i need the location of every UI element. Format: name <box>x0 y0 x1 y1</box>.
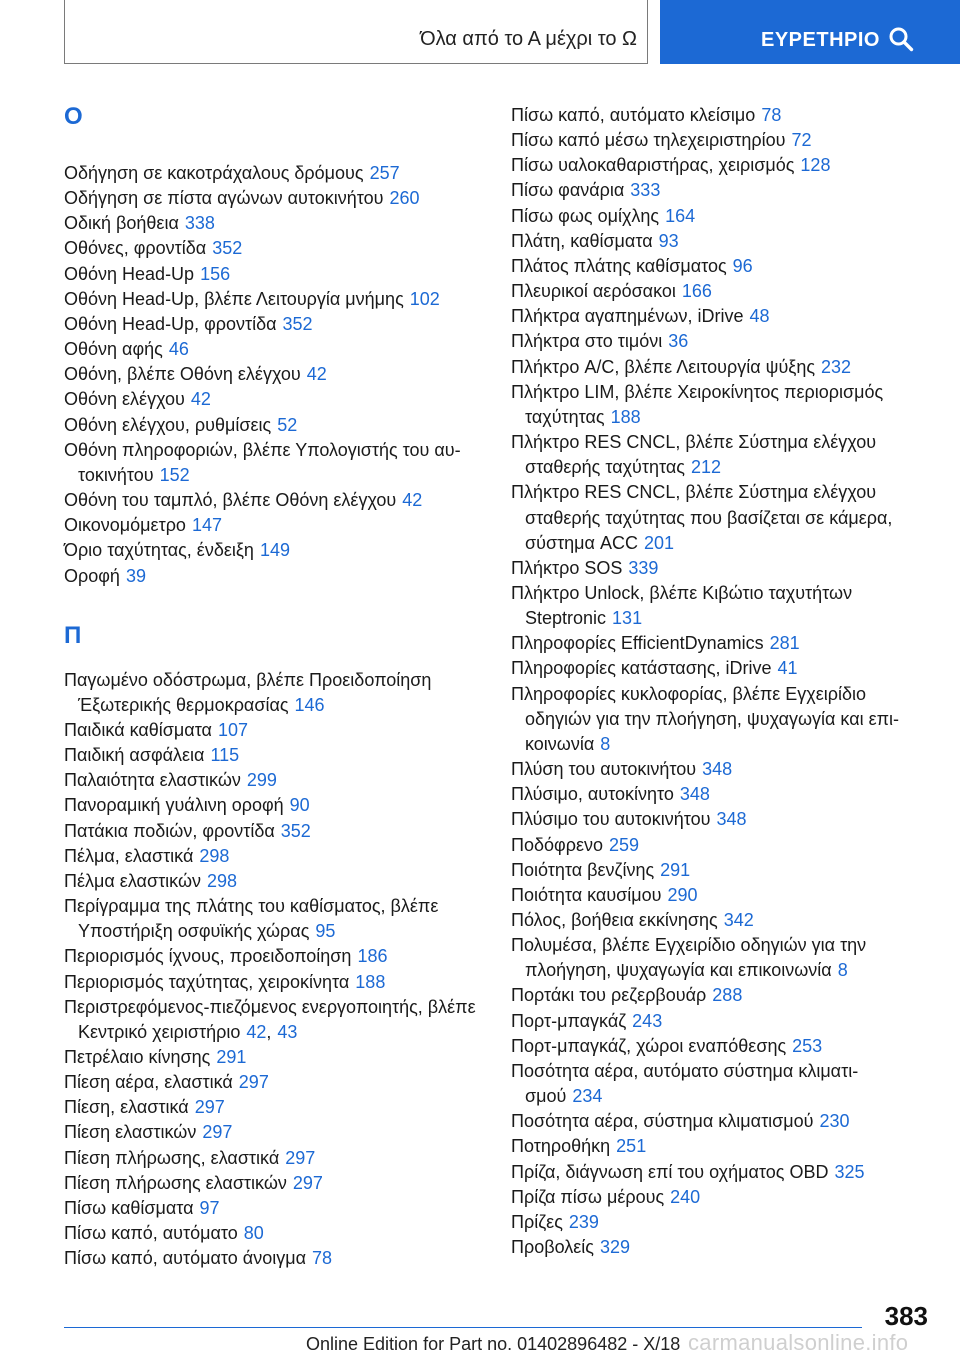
index-entry <box>64 1095 484 1120</box>
index-list-pi <box>64 668 484 1272</box>
index-entry <box>64 1045 484 1070</box>
page-link[interactable]: 42 <box>246 1021 267 1042</box>
page-link[interactable]: 78 <box>312 1248 333 1269</box>
index-entry <box>64 161 484 186</box>
index-entry <box>64 793 484 818</box>
page-link[interactable]: 115 <box>210 745 240 766</box>
index-entry-text: Πλήκτρο RES CNCL, βλέπε Σύστημα ελέγχου σταθερής ταχύτητας <box>511 432 877 478</box>
index-entry <box>64 538 484 563</box>
index-entry <box>64 1196 484 1221</box>
page-link[interactable]: 329 <box>599 1237 631 1258</box>
edition-note: Online Edition for Part no. 01402896482 - X/18 <box>306 1334 681 1354</box>
index-entry-text: Οθόνη αφής <box>64 339 163 360</box>
index-entry-text: Οδική βοήθεια <box>64 213 179 234</box>
index-entry-text: Πορτάκι του ρεζερβουάρ <box>511 985 707 1006</box>
index-entry <box>64 438 484 488</box>
page-link[interactable]: 234 <box>572 1086 603 1107</box>
index-entry-text: Πίσω υαλοκαθαριστήρας, χειρισμός <box>511 155 795 176</box>
index-entry-text: Ποιότητα καυσίμου <box>511 884 662 905</box>
page-link[interactable]: 131 <box>612 608 643 629</box>
index-entry-text: Οικονομόμετρο <box>64 515 186 536</box>
index-entry-text: Οδήγηση σε πίστα αγώνων αυτοκινήτου <box>64 188 384 209</box>
page-link[interactable]: 102 <box>409 288 440 309</box>
index-entry <box>64 362 484 387</box>
page-link[interactable]: 298 <box>199 845 230 866</box>
index-entry <box>511 128 931 153</box>
index-entry-text: Οθόνες, φροντίδα <box>64 238 207 259</box>
index-entry-text: Παλαιότητα ελαστικών <box>64 770 241 791</box>
page-link[interactable]: 297 <box>202 1122 233 1143</box>
page-link[interactable]: 147 <box>191 515 222 536</box>
index-entry <box>511 380 931 430</box>
page-link[interactable]: 80 <box>243 1223 264 1244</box>
index-entry <box>511 807 931 832</box>
page-link[interactable]: 281 <box>769 633 800 654</box>
index-entry-text: Οροφή <box>64 565 120 586</box>
index-entry <box>64 488 484 513</box>
page-link[interactable]: 188 <box>610 406 641 427</box>
page-link[interactable]: 212 <box>690 457 721 478</box>
index-entry <box>511 1059 931 1109</box>
page-link[interactable]: 257 <box>369 163 400 183</box>
index-entry-text: Προβολείς <box>511 1237 594 1258</box>
index-entry-text: Παγωμένο οδόστρωμα, βλέπε Προειδοποίηση Έξωτερικής θερμοκρασίας <box>64 669 432 715</box>
page-link[interactable]: 95 <box>315 921 336 942</box>
page-link[interactable]: 8 <box>837 960 848 981</box>
index-entry-text: Όριο ταχύτητας, ένδειξη <box>64 540 254 561</box>
index-entry-text: Πρίζα πίσω μέρους <box>511 1186 665 1207</box>
index-entry <box>511 556 931 581</box>
page-link[interactable]: 8 <box>600 733 611 754</box>
index-entry <box>511 355 931 380</box>
index-entry <box>64 413 484 438</box>
page-link[interactable]: 128 <box>800 155 831 176</box>
index-entry <box>64 337 484 362</box>
index-entry <box>64 1070 484 1095</box>
page-link[interactable]: 201 <box>643 532 675 553</box>
index-entry-text: Πλήκτρο SOS <box>511 557 623 578</box>
index-entry-text: Πολυμέσα, βλέπε Εγχειρίδιο οδηγιών για την πλοήγηση, ψυχαγωγία και επικοινωνία <box>511 935 867 981</box>
watermark: carmanualsonline.info <box>688 1330 909 1355</box>
index-entry-text: Πληροφορίες EfficientDynamics <box>511 633 764 654</box>
page-link[interactable]: 239 <box>568 1211 599 1232</box>
index-entry <box>511 1235 931 1260</box>
index-entry <box>64 564 484 589</box>
index-entry-text: Περιορισμός ίχνους, προειδοποίηση <box>64 946 352 967</box>
page-link[interactable]: 96 <box>732 255 753 276</box>
index-entry-text: Ποσότητα αέρα, αυτόματο σύστημα κλιματι-σμού <box>511 1060 859 1107</box>
index-entry-text: Πόλος, βοήθεια εκκίνησης <box>511 910 718 930</box>
chapter-title-box <box>64 0 648 64</box>
index-entry <box>64 1246 484 1271</box>
page-link[interactable]: 298 <box>207 870 238 891</box>
page-link[interactable]: 352 <box>282 313 313 334</box>
index-entry-text: Οθόνη του ταμπλό, βλέπε Οθόνη ελέγχου <box>64 490 397 511</box>
index-entry <box>511 1210 931 1235</box>
index-entry <box>511 1185 931 1210</box>
index-entry-text: Πετρέλαιο κίνησης <box>64 1047 211 1067</box>
index-entry <box>511 833 931 858</box>
index-entry <box>511 883 931 908</box>
index-entry <box>511 581 931 631</box>
index-entry-text: Πλήκτρο Unlock, βλέπε Κιβώτιο ταχυτήτων Steptronic <box>511 582 853 629</box>
index-entry-text: Οθόνη ελέγχου, ρυθμίσεις <box>64 414 272 435</box>
index-entry-text: Πρίζα, διάγνωση επί του οχήματος OBD <box>511 1161 829 1182</box>
index-entry <box>64 1171 484 1196</box>
page-link[interactable]: 297 <box>285 1147 316 1168</box>
index-entry <box>64 1221 484 1246</box>
index-entry <box>64 768 484 793</box>
index-entry <box>64 970 484 995</box>
page-link[interactable]: 297 <box>194 1097 225 1118</box>
index-entry-text: Πίσω καπό, αυτόματο άνοιγμα <box>64 1248 306 1269</box>
index-entry-text: Παιδικά καθίσματα <box>64 719 212 740</box>
index-entry <box>64 236 484 261</box>
page-link[interactable]: 39 <box>125 565 146 586</box>
index-entry <box>511 153 931 178</box>
index-tab-label: ΕΥΡΕΤΗΡΙΟ <box>761 29 880 51</box>
index-entry <box>511 682 931 757</box>
index-entry <box>511 1009 931 1034</box>
index-list-omicron <box>64 161 484 589</box>
index-entry-text: Πληροφορίες κυκλοφορίας, βλέπε Εγχειρίδιο οδηγιών για την πλοήγηση, ψυχαγωγία και επι-κοινωνία <box>511 683 900 754</box>
page-link[interactable]: 297 <box>238 1072 269 1093</box>
page-link[interactable]: 36 <box>668 331 689 352</box>
index-entry-text: Πίσω φως ομίχλης <box>511 205 660 226</box>
index-entry-text: Περίγραμμα της πλάτης του καθίσματος, βλέπε Υποστήριξη οσφυϊκής χώρας <box>64 896 439 942</box>
index-entry-text: Ποσότητα αέρα, σύστημα κλιματισμού <box>511 1111 814 1132</box>
index-entry <box>64 819 484 844</box>
index-entry <box>511 656 931 681</box>
index-entry <box>64 944 484 969</box>
page-link[interactable]: 72 <box>791 130 812 151</box>
index-entry-text: Πλύσιμο του αυτοκινήτου <box>511 809 711 830</box>
index-column-right <box>511 103 931 1260</box>
chapter-title: Όλα από το Α μέχρι το Ω <box>420 28 637 50</box>
index-entry-text: Πορτ-μπαγκάζ, χώροι εναπόθεσης <box>511 1035 787 1056</box>
index-entry <box>64 312 484 337</box>
index-entry <box>511 480 931 555</box>
page-number: 383 <box>884 1301 928 1331</box>
page-separator: , <box>266 1021 272 1042</box>
page-link[interactable]: 338 <box>184 213 215 234</box>
index-entry <box>64 743 484 768</box>
index-entry <box>511 304 931 329</box>
index-entry <box>511 1160 931 1185</box>
index-entry <box>64 262 484 287</box>
page-link[interactable]: 232 <box>821 356 852 377</box>
page-header <box>64 0 960 66</box>
index-entry <box>64 995 484 1045</box>
index-entry <box>511 329 931 354</box>
index-entry-text: Πίσω καπό, αυτόματο <box>64 1223 238 1244</box>
page-link[interactable]: 41 <box>777 658 798 679</box>
index-entry-text: Ποτηροθήκη <box>511 1136 611 1157</box>
footer-divider <box>64 1327 862 1328</box>
index-entry <box>511 1109 931 1134</box>
search-icon[interactable] <box>888 26 914 52</box>
page-link[interactable]: 46 <box>168 339 189 360</box>
index-entry-text: Οθόνη πληροφοριών, βλέπε Υπολογιστής του αυ-τοκινήτου <box>64 439 461 485</box>
page-link[interactable]: 78 <box>761 105 782 125</box>
index-entry <box>64 668 484 718</box>
index-entry <box>511 229 931 254</box>
page-link[interactable]: 42 <box>402 490 423 511</box>
index-entry <box>511 782 931 807</box>
index-entry-text: Οθόνη Head-Up, φροντίδα <box>64 313 277 334</box>
index-entry-text: Ποδόφρενο <box>511 834 603 855</box>
index-entry-text: Πρίζες <box>511 1211 563 1232</box>
page-link[interactable]: 156 <box>200 263 231 284</box>
index-entry-text: Πλάτος πλάτης καθίσματος <box>511 255 727 276</box>
index-entry-text: Πίεση ελαστικών <box>64 1122 197 1143</box>
page-link[interactable]: 288 <box>712 985 743 1006</box>
page-link[interactable]: 152 <box>159 464 190 485</box>
index-entry <box>64 513 484 538</box>
index-entry <box>64 186 484 211</box>
page-link[interactable]: 97 <box>199 1197 220 1218</box>
page-link[interactable]: 260 <box>389 188 420 209</box>
page-link[interactable]: 90 <box>289 795 310 816</box>
index-entry-text: Πλύσιμο, αυτοκίνητο <box>511 784 674 805</box>
page-link[interactable]: 186 <box>357 946 388 967</box>
page-link[interactable]: 348 <box>716 809 747 830</box>
page-link[interactable]: 352 <box>280 820 311 841</box>
page-link[interactable]: 166 <box>681 281 712 302</box>
index-entry-text: Οδήγηση σε κακοτράχαλους δρόμους <box>64 163 364 183</box>
index-entry-text: Πέλμα ελαστικών <box>64 870 202 891</box>
index-entry <box>511 430 931 480</box>
page-link[interactable]: 243 <box>632 1010 663 1031</box>
index-entry-text: Οθόνη Head-Up, βλέπε Λειτουργία μνήμης <box>64 288 404 309</box>
index-entry <box>64 718 484 743</box>
index-entry-text: Πίσω καθίσματα <box>64 1197 194 1218</box>
page-link[interactable]: 348 <box>679 784 710 805</box>
page-link[interactable]: 43 <box>277 1021 298 1042</box>
page-link[interactable]: 348 <box>702 759 733 780</box>
page-link[interactable]: 164 <box>665 205 696 226</box>
page-link[interactable]: 188 <box>355 971 386 992</box>
page-link[interactable]: 253 <box>792 1035 823 1056</box>
page-link[interactable]: 107 <box>217 719 249 740</box>
page-link[interactable]: 259 <box>609 834 640 855</box>
index-entry <box>511 1134 931 1159</box>
index-entry <box>511 908 931 933</box>
page-link[interactable]: 251 <box>616 1136 647 1157</box>
index-entry-text: Πορτ-μπαγκάζ <box>511 1010 627 1031</box>
index-entry-text: Περιορισμός ταχύτητας, χειροκίνητα <box>64 971 350 992</box>
page-link[interactable]: 52 <box>277 414 298 435</box>
page-link[interactable]: 149 <box>259 540 290 561</box>
page-link[interactable]: 42 <box>190 389 211 410</box>
index-entry <box>511 204 931 229</box>
index-entry <box>64 844 484 869</box>
index-entry-text: Πλήκτρο LIM, βλέπε Χειροκίνητος περιορισμός ταχύτητας <box>511 381 884 427</box>
index-entry-text: Πέλμα, ελαστικά <box>64 845 194 866</box>
page-link[interactable]: 93 <box>658 230 679 251</box>
index-entry-text: Πλευρικοί αερόσακοι <box>511 281 676 302</box>
page-link[interactable]: 291 <box>660 859 691 880</box>
index-entry-text: Πλύση του αυτοκινήτου <box>511 759 697 780</box>
index-entry-text: Πίσω καπό μέσω τηλεχειριστηρίου <box>511 130 786 151</box>
index-entry-text: Πίεση πλήρωσης, ελαστικά <box>64 1147 280 1168</box>
page-link[interactable]: 297 <box>292 1172 323 1193</box>
section-letter-pi: Π <box>64 621 82 649</box>
index-entry <box>511 631 931 656</box>
page-link[interactable]: 240 <box>670 1186 701 1207</box>
index-entry-text: Πανοραμική γυάλινη οροφή <box>64 795 284 816</box>
index-entry <box>511 178 931 203</box>
index-entry <box>511 254 931 279</box>
index-entry-text: Παιδική ασφάλεια <box>64 745 205 766</box>
page-link[interactable]: 299 <box>246 770 277 791</box>
index-tab[interactable] <box>660 0 960 64</box>
index-entry-text: Πληροφορίες κατάστασης, iDrive <box>511 658 772 679</box>
page-link[interactable]: 290 <box>667 884 698 905</box>
index-entry-text: Πατάκια ποδιών, φροντίδα <box>64 820 275 841</box>
index-entry <box>64 894 484 944</box>
index-entry <box>511 1034 931 1059</box>
index-entry-text: Οθόνη, βλέπε Οθόνη ελέγχου <box>64 364 301 385</box>
index-entry <box>511 757 931 782</box>
page-link[interactable]: 48 <box>749 306 770 327</box>
index-entry-text: Πλήκτρα στο τιμόνι <box>511 331 663 352</box>
page-link[interactable]: 42 <box>306 364 327 385</box>
index-entry <box>511 279 931 304</box>
page-link[interactable]: 352 <box>212 238 243 259</box>
index-entry-text: Πίεση πλήρωσης ελαστικών <box>64 1172 287 1193</box>
index-entry <box>511 933 931 983</box>
index-entry <box>64 1120 484 1145</box>
page-link[interactable]: 291 <box>216 1047 247 1067</box>
page-link[interactable]: 333 <box>630 180 661 201</box>
index-entry-text: Περιστρεφόμενος-πιεζόμενος ενεργοποιητής, βλέπε Κεντρικό χειριστήριο <box>64 996 476 1042</box>
index-entry-text: Πίεση αέρα, ελαστικά <box>64 1072 233 1093</box>
index-entry-text: Πλήκτρο A/C, βλέπε Λειτουργία ψύξης <box>511 356 816 377</box>
page-link[interactable]: 339 <box>628 557 659 578</box>
index-entry <box>64 287 484 312</box>
index-entry-text: Οθόνη ελέγχου <box>64 389 185 410</box>
index-column-left <box>64 100 484 1271</box>
index-entry <box>64 387 484 412</box>
index-entry-text: Ποιότητα βενζίνης <box>511 859 655 880</box>
page-link[interactable]: 230 <box>819 1111 850 1132</box>
index-entry-text: Οθόνη Head-Up <box>64 263 195 284</box>
index-entry <box>511 858 931 883</box>
index-entry <box>64 869 484 894</box>
index-list-pi-continued <box>511 103 931 1260</box>
index-entry <box>64 211 484 236</box>
index-entry-text: Πίεση, ελαστικά <box>64 1097 189 1118</box>
index-entry-text: Πίσω φανάρια <box>511 180 625 201</box>
page-link[interactable]: 342 <box>723 910 754 930</box>
section-letter-omicron: Ο <box>64 103 83 130</box>
index-entry-text: Πλήκτρο RES CNCL, βλέπε Σύστημα ελέγχου σταθερής ταχύτητας που βασίζεται σε κάμερα, σύστημα ACC <box>511 482 893 553</box>
page-link[interactable]: 325 <box>834 1161 865 1182</box>
index-entry <box>511 103 931 128</box>
page-link[interactable]: 146 <box>294 694 325 715</box>
index-entry-text: Πλάτη, καθίσματα <box>511 230 653 251</box>
index-entry <box>64 1146 484 1171</box>
index-entry-text: Πίσω καπό, αυτόματο κλείσιμο <box>511 105 756 125</box>
index-entry <box>511 983 931 1008</box>
index-entry-text: Πλήκτρα αγαπημένων, iDrive <box>511 306 744 327</box>
